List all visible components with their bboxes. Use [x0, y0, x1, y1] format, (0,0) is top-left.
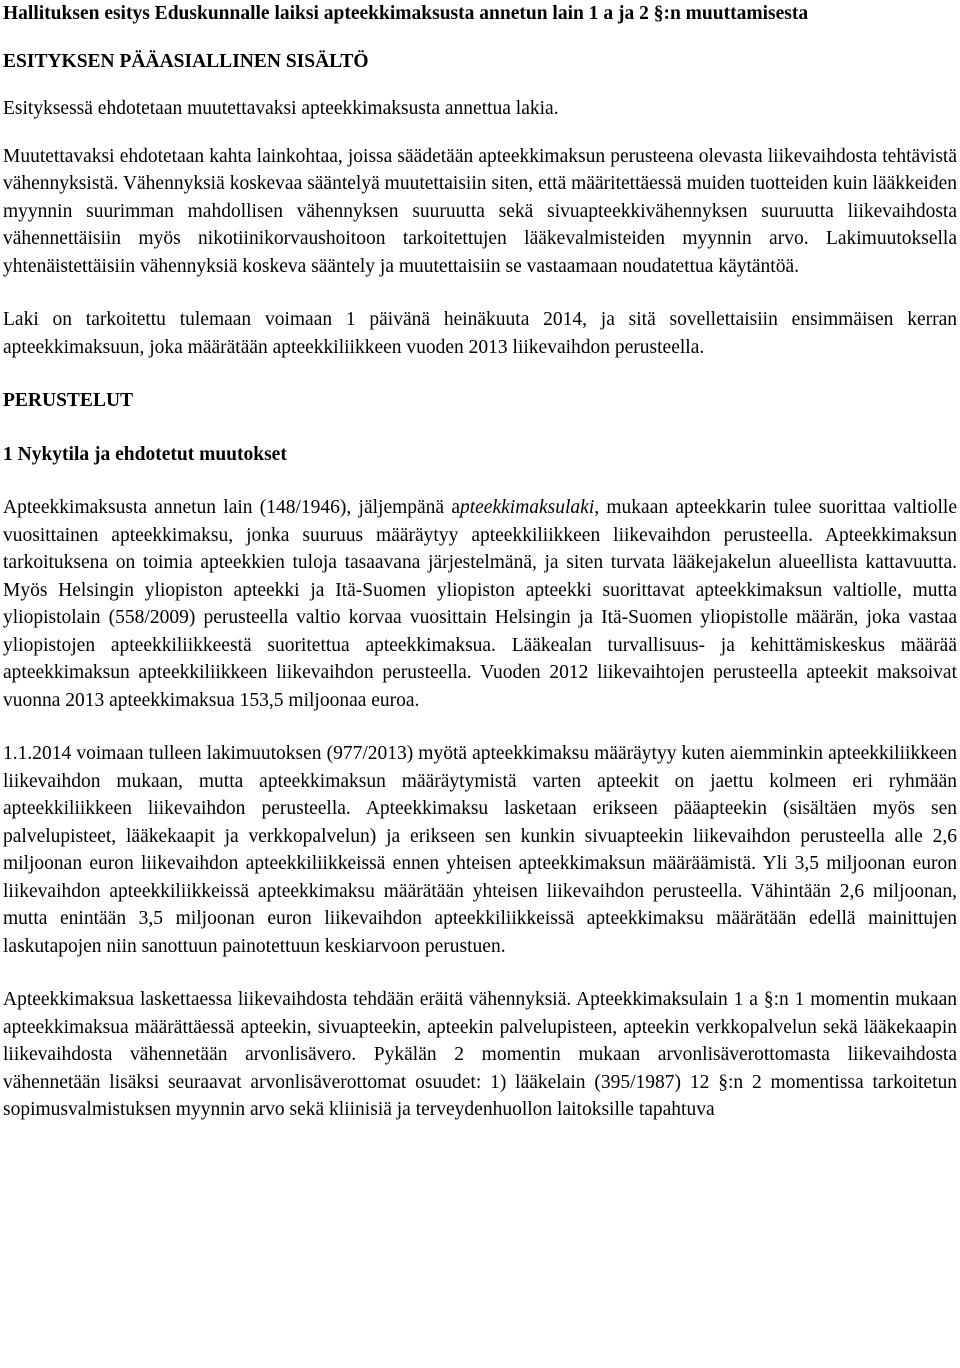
body-paragraph-1-rest: , mukaan apteekkarin tulee suorittaa valtiolle vuosittainen apteekkimaksu, jonka suuruus määräytyy apteekkiliikkeen liikevaihdon perusteella. Apteekkimaksun tarkoituksena on toimia apteekkien tuloja tasaavana järjestelmänä, ja siten turvata lääkejakelun alueellista kattavuutta. Myös Helsingin yliopiston apteekki ja Itä-Suomen yliopiston apteekki suorittavat apteekkimaksun valtiolle, mutta yliopistolain (558/2009) perusteella valtio korvaa vuosittain Helsingin ja Itä-Suomen yliopistolle määrän, joka vastaa yliopistojen apteekkiliikkeestä suoritettua apteekkimaksua. Lääkealan turvallisuus- ja kehittämiskeskus määrää apteekkimaksun apteekkiliikkeen liikevaihdon perusteella. Vuoden 2012 liikevaihtojen perusteella apteekit maksoivat vuonna 2013 apteekkimaksua 153,5 miljoonaa euroa. [3, 497, 957, 711]
section-1-heading: 1 Nykytila ja ehdotetut muutokset [3, 443, 287, 465]
defined-term-apteekkimaksulaki: pteekkimaksulaki [459, 497, 595, 518]
body-paragraph-3: Apteekkimaksua laskettaessa liikevaihdosta tehdään eräitä vähennyksiä. Apteekkimaksulain 1 a §:n 1 momentin mukaan apteekkimaksua määrättäessä apteekin, sivuapteekin, apteekin palvelupisteen, apteekin verkkopalvelun sekä lääkekaapin liikevaihdosta vähennetään arvonlisävero. Pykälän 2 momentin mukaan arvonlisäverottomasta liikevaihdosta vähennetään lisäksi seuraavat arvonlisäverottomat osuudet: 1) lääkelain (395/1987) 12 §:n 2 momentissa tarkoitetun sopimusvalmistuksen myynnin arvo sekä kliinisiä ja terveydenhuollon laitoksille tapahtuva [3, 989, 957, 1120]
document-title: Hallituksen esitys Eduskunnalle laiksi apteekkimaksusta annetun lain 1 a ja 2 §:n muuttamisesta [3, 3, 809, 24]
summary-heading: ESITYKSEN PÄÄASIALLINEN SISÄLTÖ [3, 50, 369, 72]
summary-paragraph-1: Esityksessä ehdotetaan muutettavaksi apteekkimaksusta annettua lakia. [3, 98, 559, 119]
body-paragraph-1 [3, 494, 957, 714]
summary-paragraph-3: Laki on tarkoitettu tulemaan voimaan 1 päivänä heinäkuuta 2014, ja sitä sovellettaisiin ensimmäisen kerran apteekkimaksuun, joka määrätään apteekkiliikkeen vuoden 2013 liikevaihdon perusteella. [3, 309, 957, 358]
perustelut-heading: PERUSTELUT [3, 390, 134, 411]
body-paragraph-2: 1.1.2014 voimaan tulleen lakimuutoksen (977/2013) myötä apteekkimaksu määräytyy kuten aiemminkin apteekkiliikkeen liikevaihdon mukaan, mutta apteekkimaksun määräytymistä varten apteekit on jaettu kolmeen eri ryhmään apteekkiliikkeen liikevaihdon perusteella. Apteekkimaksu lasketaan erikseen pääapteekin (sisältäen myös sen palvelupisteet, lääkekaapit ja verkkopalvelun) ja erikseen sen kunkin sivuapteekin liikevaihdon perusteella alle 2,6 miljoonan euron liikevaihdon apteekkiliikkeissä ennen yhteisen apteekkimaksun määräämistä. Yli 3,5 miljoonan euron liikevaihdon apteekkiliikkeissä apteekkimaksu määrätään yhteisen liikevaihdon perusteella. Vähintään 2,6 miljoonan, mutta enintään 3,5 miljoonan euron liikevaihdon apteekkiliikkeissä apteekkimaksu määrätään edellä mainittujen laskutapojen niin sanottuun painotettuun keskiarvoon perustuen. [3, 743, 957, 957]
summary-paragraph-2: Muutettavaksi ehdotetaan kahta lainkohtaa, joissa säädetään apteekkimaksun perusteena olevasta liikevaihdosta tehtävistä vähennyksistä. Vähennyksiä koskevaa sääntelyä muutettaisiin siten, että määritettäessä muiden tuotteiden kuin lääkkeiden myynnin suurimman mahdollisen vähennyksen suuruutta sekä sivuapteekkivähennyksen suuruutta liikevaihdosta vähennettäisiin myös nikotiinikorvaushoitoon tarkoitettujen lääkevalmisteiden myynnin arvo. Lakimuutoksella yhtenäistettäisiin vähennyksiä koskeva sääntely ja muutettaisiin se vastaamaan noudatettua käytäntöä. [3, 145, 957, 277]
body-paragraph-1-start: Apteekkimaksusta annetun lain (148/1946), jäljempänä a [3, 497, 460, 518]
